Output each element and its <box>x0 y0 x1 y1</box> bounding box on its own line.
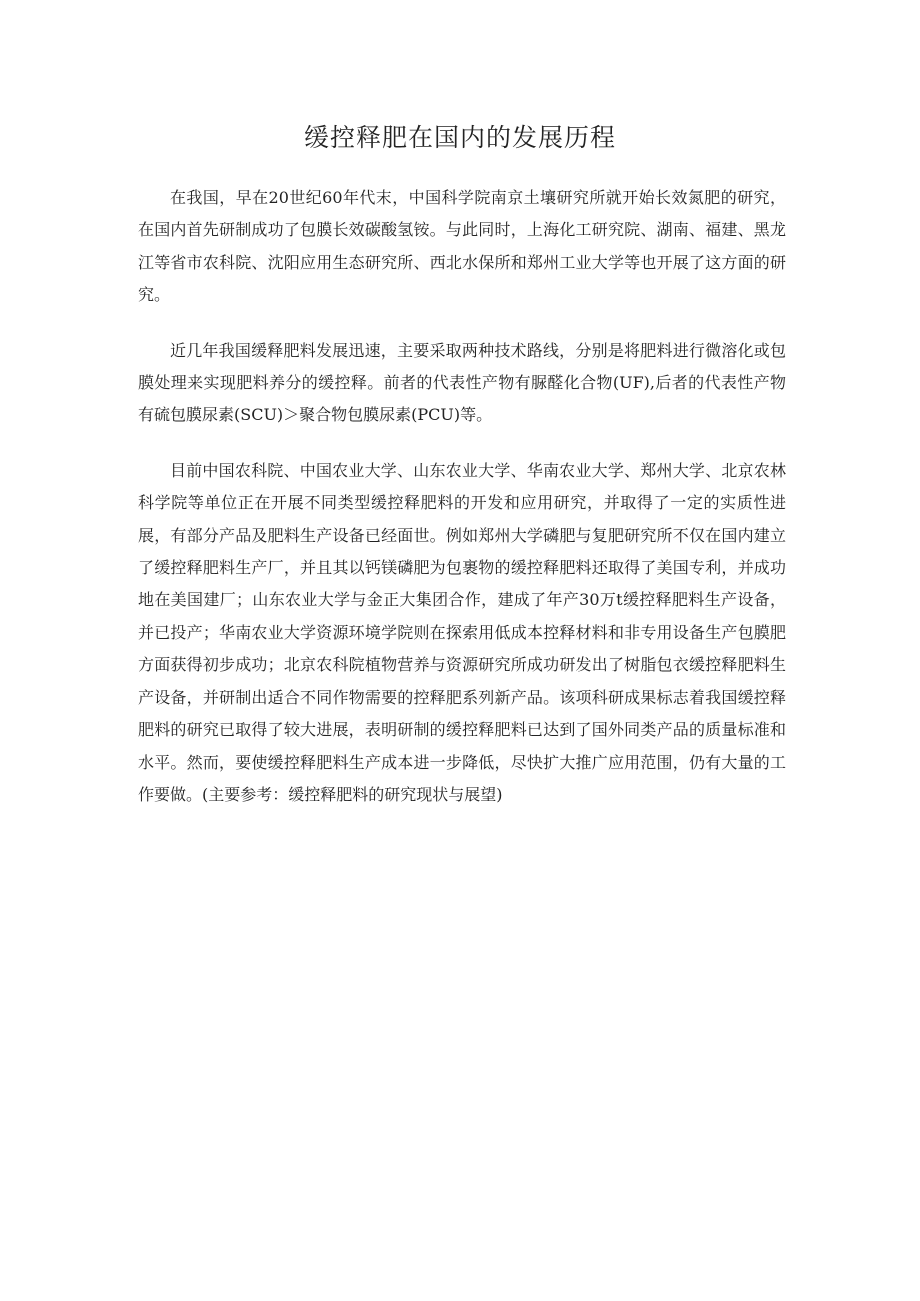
document-body <box>138 182 786 834</box>
paragraph-1: 在我国，早在20世纪60年代末，中国科学院南京土壤研究所就开始长效氮肥的研究，在国内首先研制成功了包膜长效碳酸氢铵。与此同时，上海化工研究院、湖南、福建、黑龙江等省市农科院、沈阳应用生态研究所、西北水保所和郑州工业大学等也开展了这方面的研究。 <box>138 188 786 305</box>
document-title: 缓控释肥在国内的发展历程 <box>303 123 616 152</box>
paragraph-2: 近几年我国缓释肥料发展迅速，主要采取两种技术路线，分别是将肥料进行微溶化或包膜处理来实现肥料养分的缓控释。前者的代表性产物有脲醛化合物(UF),后者的代表性产物有硫包膜尿素(SCU)＞聚合物包膜尿素(PCU)等。 <box>138 340 786 425</box>
paragraph-3: 目前中国农科院、中国农业大学、山东农业大学、华南农业大学、郑州大学、北京农林科学院等单位正在开展不同类型缓控释肥料的开发和应用研究，并取得了一定的实质性进展，有部分产品及肥料生产设备已经面世。例如郑州大学磷肥与复肥研究所不仅在国内建立了缓控释肥料生产厂，并且其以钙镁磷肥为包裹物的缓控释肥料还取得了美国专利，并成功地在美国建厂；山东农业大学与金正大集团合作，建成了年产30万t缓控释肥料生产设备，并已投产；华南农业大学资源环境学院则在探索用低成本控释材料和非专用设备生产包膜肥方面获得初步成功；北京农科院植物营养与资源研究所成功研发出了树脂包衣缓控释肥料生产设备，并研制出适合不同作物需要的控释肥系列新产品。该项科研成果标志着我国缓控释肥料的研究已取得了较大进展，表明研制的缓控释肥料已达到了国外同类产品的质量标准和水平。然而，要使缓控释肥料生产成本进一步降低，尽快扩大推广应用范围，仍有大量的工作要做。(主要参考：缓控释肥料的研究现状与展望) <box>138 460 786 804</box>
